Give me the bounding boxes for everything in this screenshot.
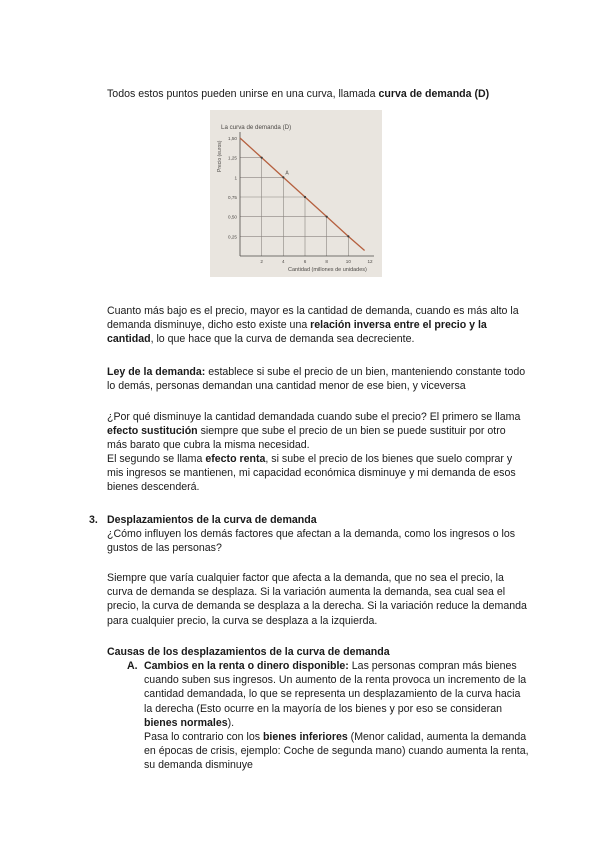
causas-heading: Causas de los desplazamientos de la curva de demanda bbox=[107, 646, 390, 658]
x-tick-label: 10 bbox=[345, 259, 351, 264]
item-a-letter: A. bbox=[127, 660, 138, 672]
paragraph-desplazamiento: Siempre que varía cualquier factor que afecta a la demanda, que no sea el precio, la curva de demanda se desplaza. Si la variación aumenta la demanda, sea cual sea el precio, la curva de demanda se desplaza a la derecha. Si la variación reduce la demanda para cualquier precio, la curva se desplaza a la izquierda. bbox=[107, 572, 527, 627]
y-tick-label: 0,25 bbox=[228, 234, 237, 240]
y-tick-label: 1,50 bbox=[228, 136, 237, 141]
y-tick-label: 0,75 bbox=[228, 195, 237, 200]
point-label-a: A bbox=[285, 170, 289, 177]
section-heading: Desplazamientos de la curva de demanda bbox=[107, 514, 317, 526]
data-point bbox=[347, 235, 349, 237]
data-point bbox=[304, 196, 306, 198]
x-tick-label: 8 bbox=[325, 259, 328, 264]
data-point bbox=[261, 157, 263, 159]
chart-xlabel: Cantidad (millones de unidades) bbox=[288, 267, 367, 273]
y-tick-label: 0,50 bbox=[228, 214, 237, 220]
x-tick-label: 12 bbox=[367, 259, 373, 264]
chart-ylabel: Precio (euros) bbox=[217, 140, 223, 172]
intro-bold: curva de demanda (D) bbox=[378, 88, 490, 100]
y-tick-label: 1 bbox=[234, 175, 237, 181]
item-a-text: Cambios en la renta o dinero disponible: Las personas compran más bienes cuando suben sus ingresos. Un aumento de la renta provoca un incremento de la cantidad demandada, lo que se representa un desplazamiento de la curva hacia la derecha (Esto ocurre en la mayoría de los bienes y por eso se consideran bienes normales). Pasa lo contrario con los bienes inferiores (Menor calidad, aumenta la demanda en épocas de crisis, ejemplo: Coche de segunda mano) cuando aumenta la renta, su demanda disminuye bbox=[144, 660, 529, 772]
section-number: 3. bbox=[89, 514, 98, 526]
x-tick-label: 4 bbox=[282, 259, 285, 264]
section-question: ¿Cómo influyen los demás factores que afectan a la demanda, como los ingresos o los gustos de las personas? bbox=[107, 528, 516, 555]
paragraph-ley-demanda: Ley de la demanda: establece si sube el precio de un bien, manteniendo constante todo lo demás, personas demandan una cantidad menor de ese bien, y viceversa bbox=[107, 366, 526, 393]
x-tick-label: 6 bbox=[303, 259, 307, 264]
intro-paragraph: Todos estos puntos pueden unirse en una curva, llamada curva de demanda (D) bbox=[107, 88, 490, 100]
data-point bbox=[326, 216, 328, 218]
paragraph-efecto-renta: El segundo se llama efecto renta, si sube el precio de los bienes que suelo comprar y mis ingresos se mantienen, mi capacidad económica disminuye y mi demanda de esos bienes descenderá. bbox=[107, 453, 516, 494]
demand-curve-figure bbox=[210, 110, 382, 277]
paragraph-efecto-sustitucion: ¿Por qué disminuye la cantidad demandada cuando sube el precio? El primero se llama efecto sustitución siempre que sube el precio de un bien se puede sustituir por otro más barato que cubra la misma necesidad. bbox=[107, 411, 521, 452]
chart-title: La curva de demanda (D) bbox=[221, 124, 292, 131]
y-tick-label: 1,25 bbox=[228, 155, 237, 161]
paragraph-inverse-relation: Cuanto más bajo es el precio, mayor es la cantidad de demanda, cuando es más alto la demanda disminuye, dicho esto existe una relación inversa entre el precio y la cantidad, lo que hace que la curva de demanda sea decreciente. bbox=[107, 305, 519, 346]
data-point bbox=[282, 176, 284, 178]
x-tick-label: 2 bbox=[260, 259, 263, 264]
